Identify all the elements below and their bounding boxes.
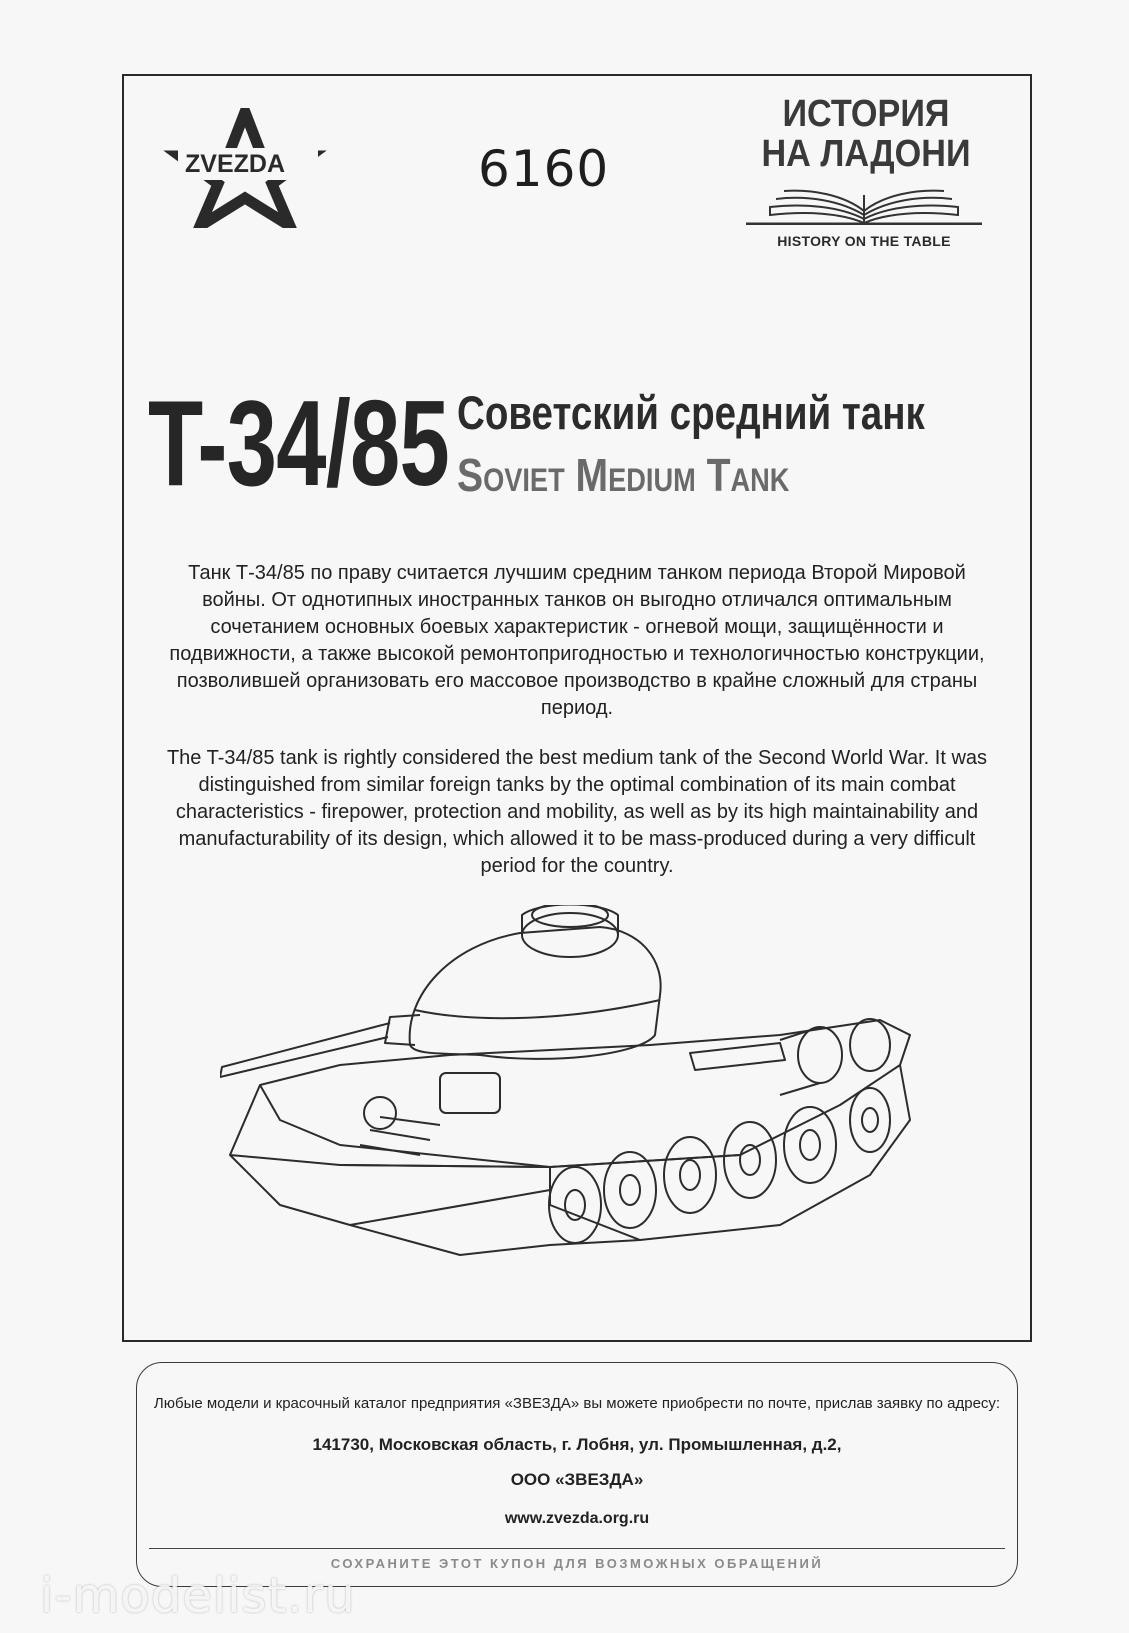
coupon-company: ООО «ЗВЕЗДА» [510, 1470, 644, 1489]
description-english: The T-34/85 tank is rightly considered the best medium tank of the Second World War. It was distinguished from similar foreign tanks by the optimal combination of its main combat characteristics - firepower, protection and mobility, as well as by its high maintainability and manufacturability of its design, which allowed it to be mass-produced during a very difficult period for the country. [166, 747, 988, 877]
coupon-info-text: Любые модели и красочный каталог предприятия «ЗВЕЗДА» вы можете приобрести по почте, прислав заявку по адресу: [153, 1395, 1001, 1412]
model-name-english: Soviet Medium Tank [457, 449, 790, 501]
coupon-address: 141730, Московская область, г. Лобня, ул. Промышленная, д.2, [312, 1435, 842, 1454]
model-name: T-34/85 [148, 375, 449, 511]
series-title-line1: ИСТОРИЯ [782, 93, 950, 135]
t34-85-tank-illustration [220, 905, 920, 1270]
coupon-footer: СОХРАНИТЕ ЭТОТ КУПОН ДЛЯ ВОЗМОЖНЫХ ОБРАЩЕНИЙ [330, 1556, 824, 1571]
description-russian: Танк Т-34/85 по праву считается лучшим средним танком периода Второй Мировой войны. От однотипных иностранных танков он выгодно отличался оптимальным сочетанием основных боевых характеристик - огневой мощи, защищённости и подвижности, а также высокой ремонтопригодностью и технологичностью конструкции, позволившей организовать его массовое производство в крайне сложный для страны период. [169, 562, 985, 719]
series-title-line2: НА ЛАДОНИ [761, 133, 971, 175]
kit-number: 6160 [478, 140, 610, 198]
coupon-box [136, 1362, 1018, 1587]
series-subtitle: HISTORY ON THE TABLE [777, 233, 951, 249]
site-watermark: i-modelist.ru [40, 1568, 356, 1624]
brand-logo-text: ZVEZDA [185, 150, 285, 178]
series-title [758, 94, 974, 174]
open-book-icon [746, 185, 982, 225]
model-name-russian: Советский средний танк [457, 386, 925, 439]
coupon-divider [149, 1548, 1005, 1549]
coupon-website: www.zvezda.org.ru [504, 1510, 650, 1527]
